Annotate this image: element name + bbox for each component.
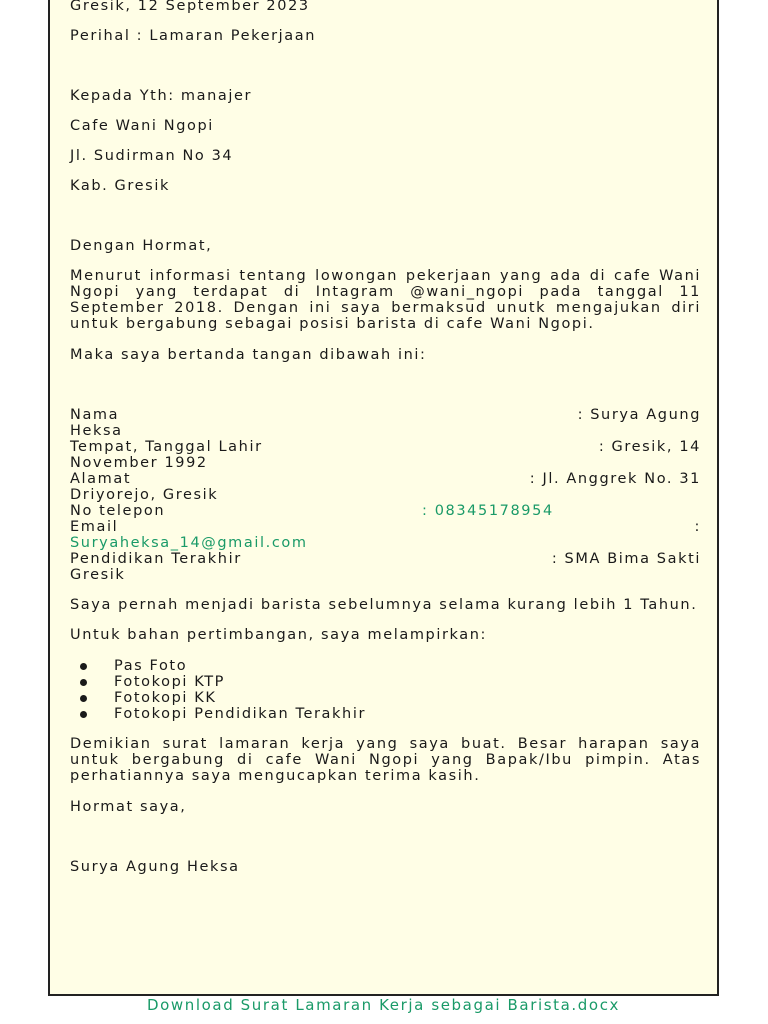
attachment-intro: Untuk bahan pertimbangan, saya melampirkan: — [70, 627, 488, 643]
field-education-continuation: Gresik — [70, 566, 126, 583]
field-address-label: Alamat — [70, 470, 132, 487]
opening-paragraph: Menurut informasi tentang lowongan pekerjaan yang ada di cafe Wani Ngopi yang terdapat di Intagram @wani_ngopi pada tanggal 11 September 2018. Dengan ini saya bermaksud unutk mengajukan diri untuk bergabung sebagai posisi barista di cafe Wani Ngopi. — [70, 268, 701, 332]
field-email-colon: : — [694, 518, 701, 535]
letter-page — [48, 0, 719, 996]
field-address — [70, 471, 701, 503]
field-address-continuation: Driyorejo, Gresik — [70, 486, 219, 503]
field-phone — [70, 503, 701, 519]
download-link[interactable]: Download Surat Lamaran Kerja sebagai Barista.docx — [146, 996, 621, 1014]
field-name-value: : Surya Agung — [577, 406, 701, 423]
list-item: Fotokopi KK — [114, 690, 701, 706]
field-birth — [70, 439, 701, 471]
email-link[interactable]: Suryaheksa_14@gmail.com — [70, 534, 308, 551]
sign-off: Hormat saya, — [70, 798, 187, 815]
list-item: Fotokopi Pendidikan Terakhir — [114, 706, 701, 722]
letter-date: Gresik, 12 September 2023 — [70, 0, 310, 14]
field-birth-continuation: November 1992 — [70, 454, 208, 471]
intro-line: Maka saya bertanda tangan dibawah ini: — [70, 346, 427, 363]
field-education — [70, 551, 701, 583]
signature-name: Surya Agung Heksa — [70, 858, 240, 875]
recipient-street: Jl. Sudirman No 34 — [70, 148, 234, 164]
recipient-city: Kab. Gresik — [70, 178, 170, 194]
closing-paragraph: Demikian surat lamaran kerja yang saya buat. Besar harapan saya untuk bergabung di cafe Wani Ngopi yang Bapak/Ibu pimpin. Atas perhatiannya saya mengucapkan terima kasih. — [70, 736, 701, 784]
field-address-value: : Jl. Anggrek No. 31 — [529, 470, 701, 487]
letter-subject: Perihal : Lamaran Pekerjaan — [70, 28, 317, 44]
field-name-label: Nama — [70, 406, 120, 423]
field-email-label: Email — [70, 518, 119, 535]
field-email — [70, 519, 701, 551]
field-birth-value: : Gresik, 14 — [598, 438, 701, 455]
recipient-to: Kepada Yth: manajer — [70, 88, 253, 104]
applicant-details — [70, 407, 701, 583]
field-birth-label: Tempat, Tanggal Lahir — [70, 438, 263, 455]
recipient-company: Cafe Wani Ngopi — [70, 118, 214, 134]
field-education-value: : SMA Bima Sakti — [551, 550, 701, 567]
attachment-list — [70, 658, 701, 722]
list-item: Pas Foto — [114, 658, 701, 674]
list-item: Fotokopi KTP — [114, 674, 701, 690]
field-name — [70, 407, 701, 439]
field-phone-label: No telepon — [70, 502, 166, 519]
letter-body — [70, 0, 701, 875]
field-name-continuation: Heksa — [70, 422, 123, 439]
experience-paragraph: Saya pernah menjadi barista sebelumnya selama kurang lebih 1 Tahun. — [70, 596, 698, 613]
field-education-label: Pendidikan Terakhir — [70, 550, 242, 567]
phone-link[interactable]: : 08345178954 — [422, 502, 554, 519]
greeting: Dengan Hormat, — [70, 238, 213, 254]
